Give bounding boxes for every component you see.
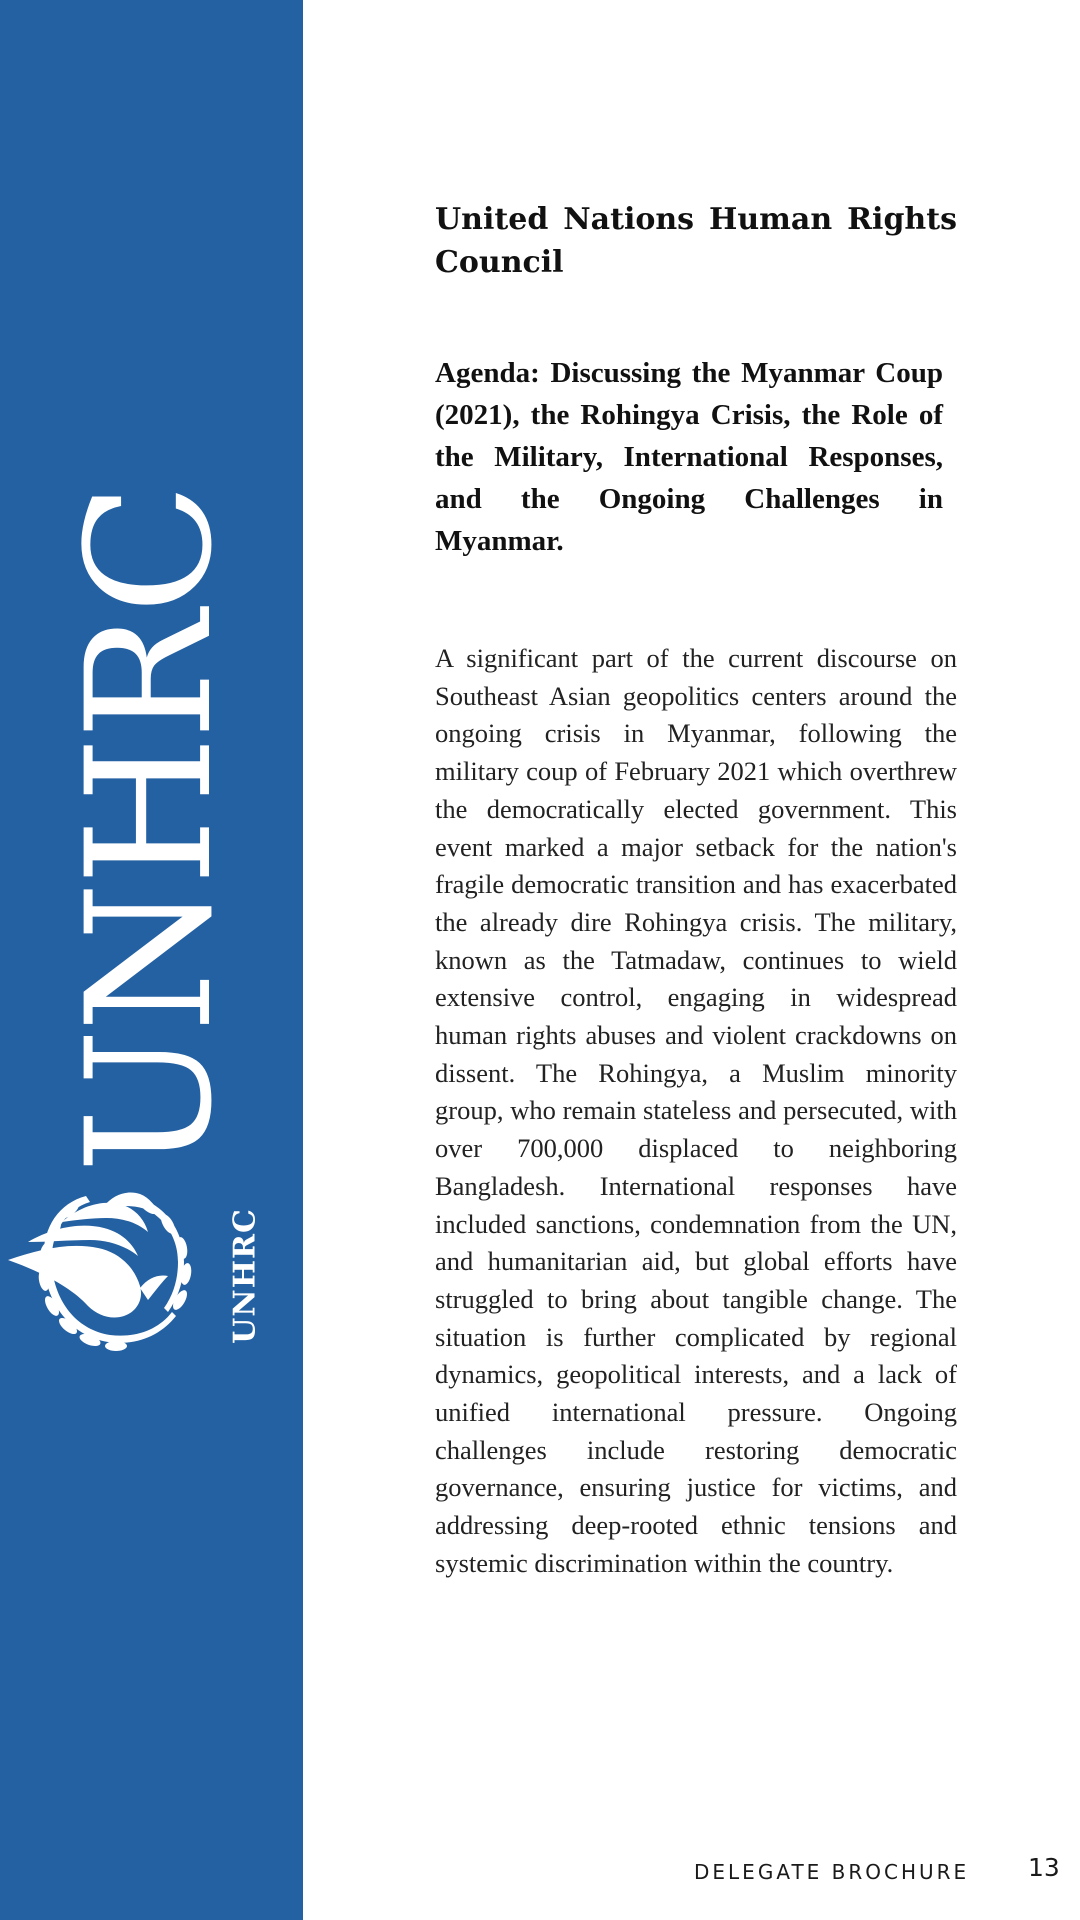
blue-sidebar (0, 0, 303, 1920)
main-content (435, 198, 957, 1583)
agenda-heading: Agenda: Discussing the Myanmar Coup (2021), the Rohingya Crisis, the Role of the Military, International Responses, and the Ongoing Challenges in Myanmar. (435, 357, 943, 557)
council-title: United Nations Human Rights Council (435, 202, 957, 280)
unhrc-wordmark: UNHRC (49, 486, 250, 1174)
emblem-caption: UNHRC (227, 1208, 263, 1344)
unhrc-dove-laurel-icon (8, 1170, 213, 1380)
footer-label: DELEGATE BROCHURE (694, 1860, 970, 1884)
page-number: 13 (1028, 1853, 1060, 1882)
body-paragraph: A significant part of the current discourse on Southeast Asian geopolitics centers around the ongoing crisis in Myanmar, following the military coup of February 2021 which overthrew the democratically elected government. This event marked a major setback for the nation's fragile democratic transition and has exacerbated the already dire Rohingya crisis. The military, known as the Tatmadaw, continues to wield extensive control, engaging in widespread human rights abuses and violent crackdowns on dissent. The Rohingya, a Muslim minority group, who remain stateless and persecuted, with over 700,000 displaced to neighboring Bangladesh. International responses have included sanctions, condemnation from the UN, and humanitarian aid, but global efforts have struggled to bring about tangible change. The situation is further complicated by regional dynamics, geopolitical interests, and a lack of unified international pressure. Ongoing challenges include restoring democratic governance, ensuring justice for victims, and addressing deep-rooted ethnic tensions and systemic discrimination within the country. (435, 643, 957, 1578)
